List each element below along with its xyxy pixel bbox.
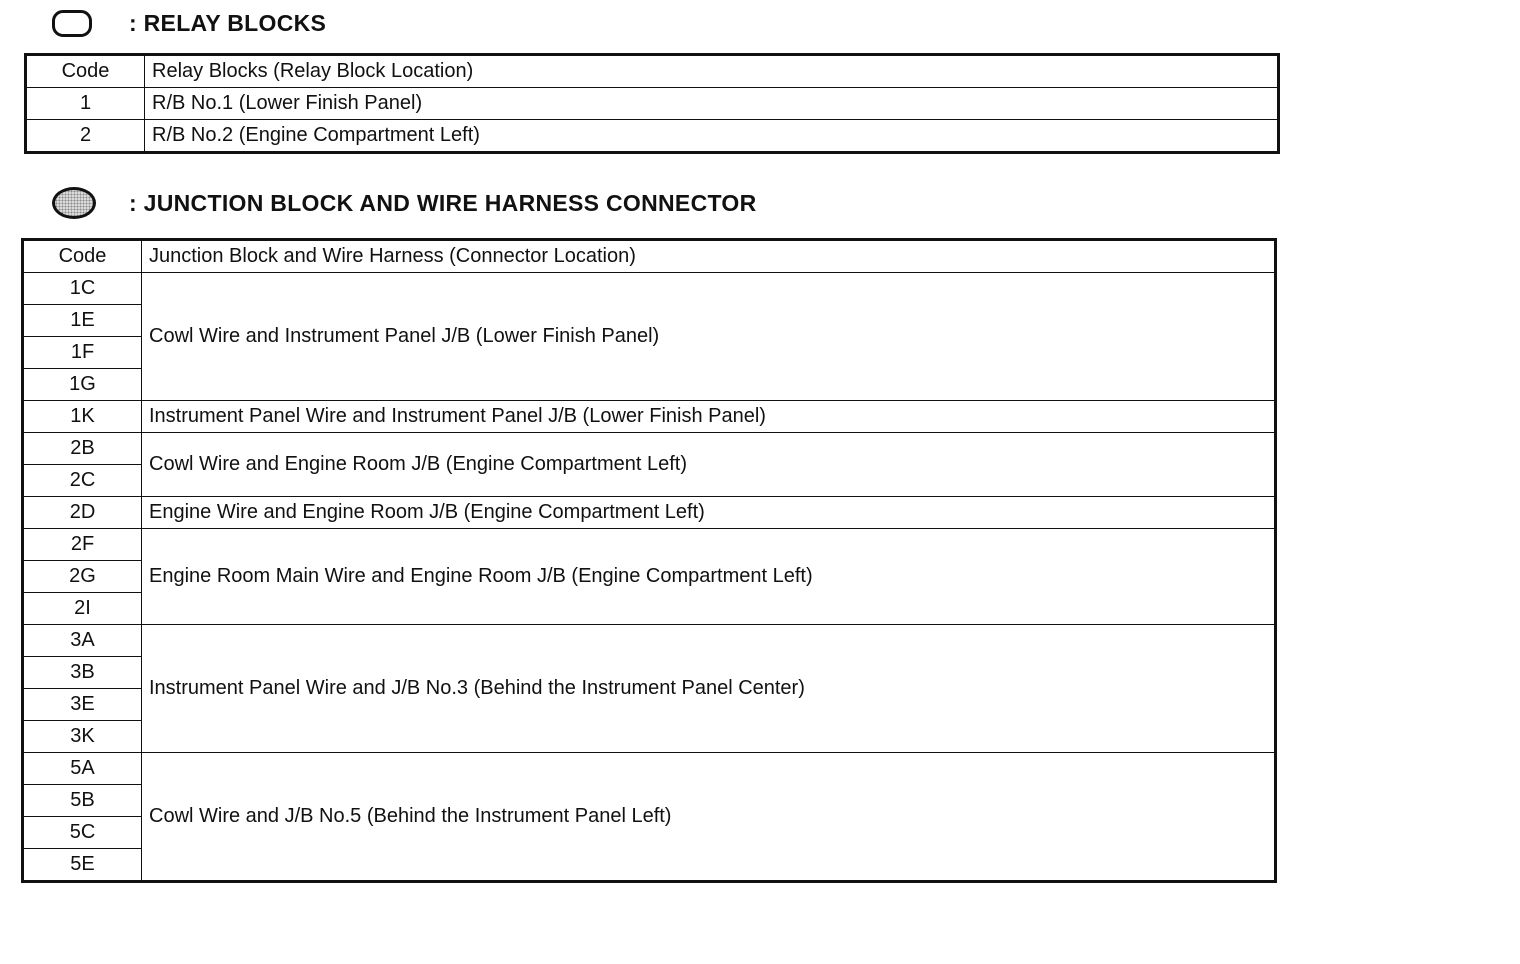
connector-code-cell: 2I <box>24 593 142 625</box>
connector-code-cell: 3E <box>24 689 142 721</box>
connector-code-cell: 5E <box>24 849 142 881</box>
table-row <box>27 120 1278 152</box>
connector-location-cell: Engine Room Main Wire and Engine Room J/B (Engine Compartment Left) <box>142 529 1275 625</box>
relay-code-cell: 2 <box>27 120 145 152</box>
junction-block-title: : JUNCTION BLOCK AND WIRE HARNESS CONNECTOR <box>129 189 757 216</box>
table-row <box>24 529 1275 561</box>
code-column-header: Code <box>24 241 142 273</box>
connector-code-cell: 1E <box>24 305 142 337</box>
connector-location-cell: Instrument Panel Wire and Instrument Panel J/B (Lower Finish Panel) <box>142 401 1275 433</box>
connector-location-cell: Engine Wire and Engine Room J/B (Engine Compartment Left) <box>142 497 1275 529</box>
connector-code-cell: 3B <box>24 657 142 689</box>
junction-block-header <box>52 185 757 221</box>
table-row <box>24 433 1275 465</box>
junction-block-table <box>23 240 1275 881</box>
location-column-header: Junction Block and Wire Harness (Connector Location) <box>142 241 1275 273</box>
connector-code-cell: 1K <box>24 401 142 433</box>
code-column-header: Code <box>27 56 145 88</box>
connector-code-cell: 2B <box>24 433 142 465</box>
connector-code-cell: 3K <box>24 721 142 753</box>
connector-code-cell: 1F <box>24 337 142 369</box>
table-row <box>24 497 1275 529</box>
connector-code-cell: 5C <box>24 817 142 849</box>
relay-blocks-title: : RELAY BLOCKS <box>129 9 327 36</box>
connector-location-cell: Cowl Wire and J/B No.5 (Behind the Instrument Panel Left) <box>142 753 1275 881</box>
table-row <box>24 401 1275 433</box>
connector-code-cell: 2C <box>24 465 142 497</box>
table-row <box>27 88 1278 120</box>
connector-code-cell: 5A <box>24 753 142 785</box>
connector-code-cell: 1C <box>24 273 142 305</box>
location-column-header: Relay Blocks (Relay Block Location) <box>145 56 1278 88</box>
table-header-row <box>24 241 1275 273</box>
connector-code-cell: 2D <box>24 497 142 529</box>
connector-location-cell: Cowl Wire and Instrument Panel J/B (Lower Finish Panel) <box>142 273 1275 401</box>
connector-code-cell: 3A <box>24 625 142 657</box>
connector-location-cell: Instrument Panel Wire and J/B No.3 (Behind the Instrument Panel Center) <box>142 625 1275 753</box>
relay-block-symbol-icon <box>52 10 92 37</box>
connector-code-cell: 2F <box>24 529 142 561</box>
relay-code-cell: 1 <box>27 88 145 120</box>
table-row <box>24 273 1275 305</box>
connector-location-cell: Cowl Wire and Engine Room J/B (Engine Compartment Left) <box>142 433 1275 497</box>
relay-blocks-header <box>52 5 326 41</box>
connector-code-cell: 2G <box>24 561 142 593</box>
table-row <box>24 625 1275 657</box>
table-header-row <box>27 56 1278 88</box>
table-row <box>24 753 1275 785</box>
relay-location-cell: R/B No.1 (Lower Finish Panel) <box>145 88 1278 120</box>
connector-code-cell: 5B <box>24 785 142 817</box>
connector-code-cell: 1G <box>24 369 142 401</box>
relay-blocks-table <box>26 55 1278 152</box>
junction-block-symbol-icon <box>52 187 96 219</box>
relay-location-cell: R/B No.2 (Engine Compartment Left) <box>145 120 1278 152</box>
